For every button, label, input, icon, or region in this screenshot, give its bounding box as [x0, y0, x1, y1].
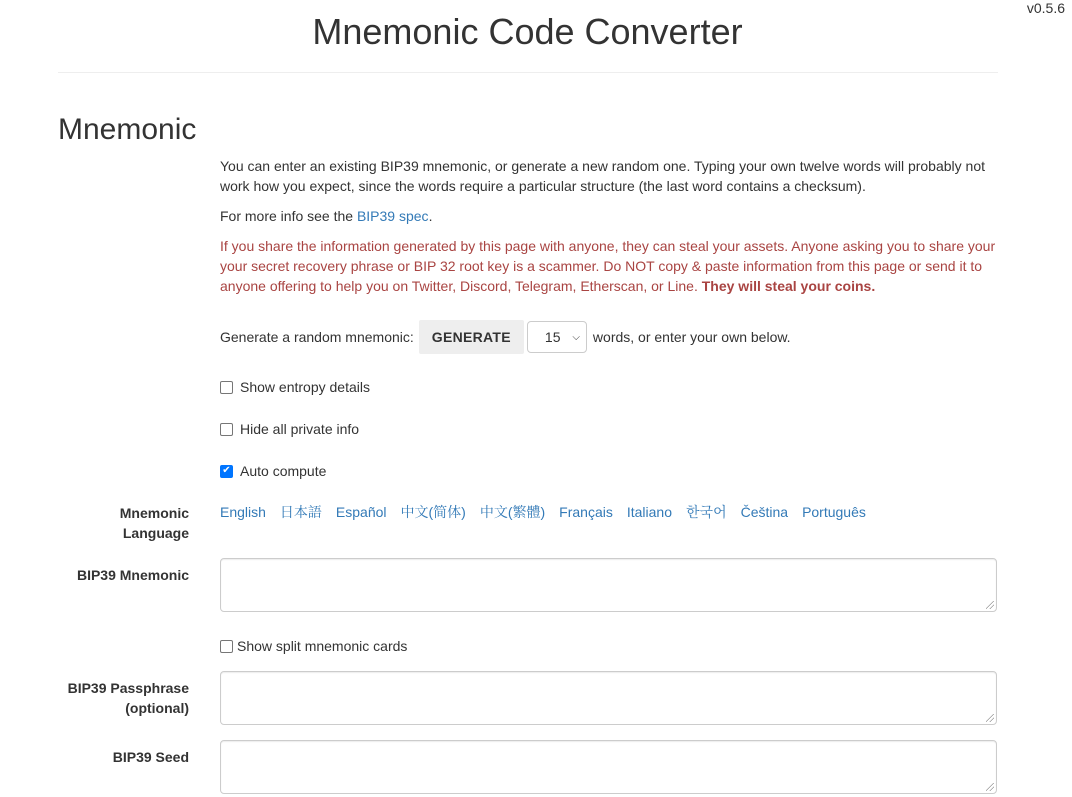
language-english[interactable]: English	[220, 504, 266, 520]
language-portuguese[interactable]: Português	[802, 504, 866, 520]
bip39-passphrase-label-line1: BIP39 Passphrase	[67, 680, 189, 696]
version-label: v0.5.6	[1026, 0, 1065, 16]
bip39-mnemonic-input[interactable]	[220, 558, 997, 612]
resize-handle-icon[interactable]	[986, 601, 994, 609]
resize-handle-icon[interactable]	[986, 714, 994, 722]
generate-row	[220, 320, 791, 354]
checkmark-icon: ✔	[222, 465, 231, 476]
mnemonic-language-label-line1: Mnemonic	[119, 505, 189, 521]
hide-private-option[interactable]	[220, 419, 359, 439]
bip39-passphrase-input[interactable]	[220, 671, 997, 725]
show-entropy-checkbox[interactable]	[220, 381, 233, 394]
split-cards-checkbox[interactable]	[220, 640, 233, 653]
more-info-text	[220, 206, 998, 226]
bip39-seed-label: BIP39 Seed	[112, 749, 189, 765]
generate-prefix: Generate a random mnemonic:	[220, 329, 414, 345]
title-divider	[58, 72, 998, 73]
language-italian[interactable]: Italiano	[626, 504, 673, 520]
hide-private-label: Hide all private info	[240, 421, 360, 437]
intro-text: You can enter an existing BIP39 mnemonic, or generate a new random one. Typing your own twelve words will probably not work how you expect, since the words require a particular structure (the last word contains a checksum).	[220, 158, 985, 194]
page-title: Mnemonic Code Converter	[312, 11, 743, 52]
warning-text	[220, 236, 998, 296]
language-chinese-traditional[interactable]: 中文(繁體)	[479, 504, 546, 520]
language-french[interactable]: Français	[559, 504, 613, 520]
chevron-down-icon: ⌵	[572, 331, 580, 343]
bip39-spec-link[interactable]: BIP39 spec	[356, 208, 429, 224]
language-czech[interactable]: Čeština	[740, 504, 789, 520]
language-spanish[interactable]: Español	[335, 504, 387, 520]
mnemonic-language-label-line2: Language	[122, 525, 189, 541]
more-info-suffix: .	[428, 208, 433, 224]
resize-handle-icon[interactable]	[986, 783, 994, 791]
bip39-seed-output[interactable]	[220, 740, 997, 794]
warning-bold: They will steal your coins.	[701, 278, 876, 294]
bip39-mnemonic-label: BIP39 Mnemonic	[76, 567, 189, 583]
language-chinese-simplified[interactable]: 中文(简体)	[400, 504, 466, 520]
word-count-select[interactable]	[527, 321, 587, 353]
auto-compute-option[interactable]	[220, 461, 326, 481]
language-japanese[interactable]: 日本語	[279, 504, 322, 520]
language-korean[interactable]: 한국어	[686, 504, 727, 520]
show-entropy-option[interactable]	[220, 377, 370, 397]
word-count-value: 15	[544, 329, 561, 345]
split-cards-option[interactable]	[220, 636, 407, 656]
more-info-prefix: For more info see the	[220, 208, 357, 224]
split-cards-label: Show split mnemonic cards	[237, 638, 408, 654]
generate-suffix: words, or enter your own below.	[592, 329, 791, 345]
auto-compute-label: Auto compute	[240, 463, 327, 479]
language-list	[220, 502, 880, 522]
show-entropy-label: Show entropy details	[240, 379, 370, 395]
bip39-passphrase-label	[58, 678, 189, 718]
generate-button[interactable]: GENERATE	[419, 320, 524, 354]
bip39-passphrase-label-line2: (optional)	[125, 700, 189, 716]
mnemonic-language-label	[58, 503, 189, 543]
auto-compute-checkbox[interactable]	[220, 465, 233, 478]
warning-body: If you share the information generated by this page with anyone, they can steal your assets. Anyone asking you to share your your secret recovery phrase or BIP 32 root key is a scammer. Do NOT copy & paste information from this page or send it to anyone offering to help you on Twitter, Discord, Telegram, Etherscan, or Line.	[220, 238, 996, 294]
hide-private-checkbox[interactable]	[220, 423, 233, 436]
section-heading: Mnemonic	[58, 113, 197, 146]
